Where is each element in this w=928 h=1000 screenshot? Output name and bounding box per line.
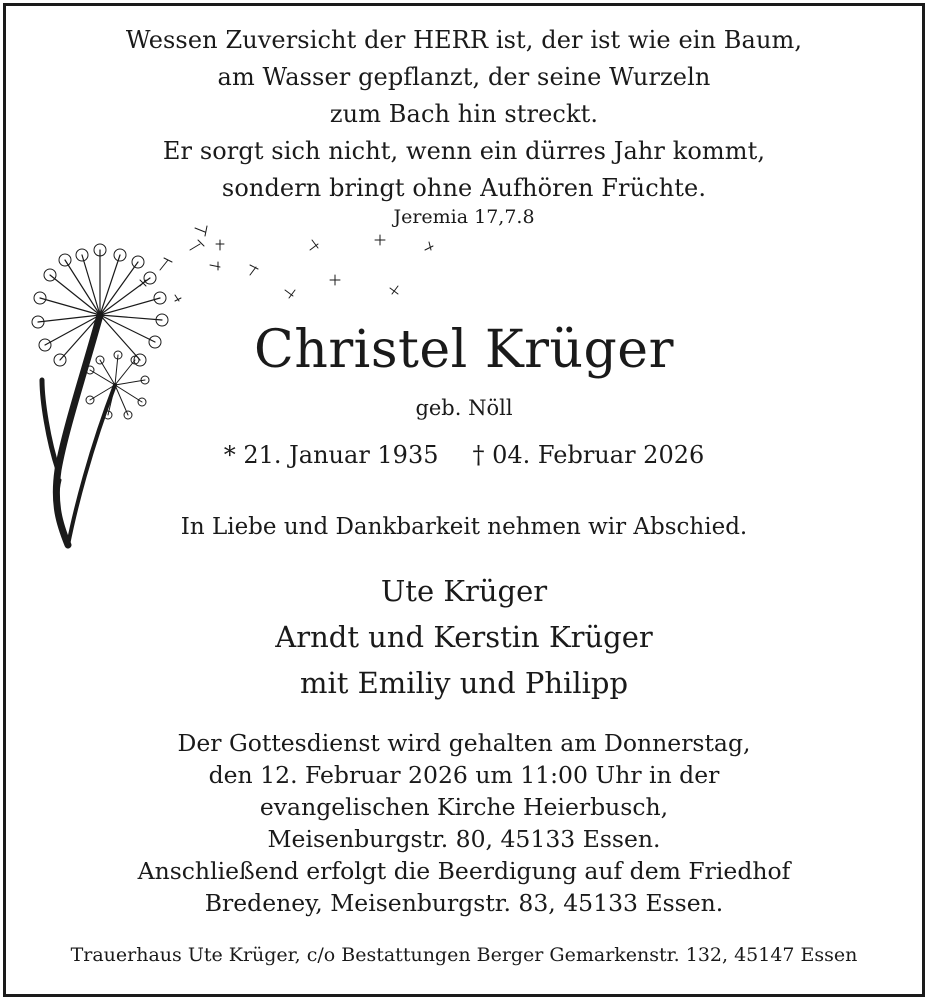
verse-line: am Wasser gepflanzt, der seine Wurzeln [217, 63, 711, 91]
service-line: Bredeney, Meisenburgstr. 83, 45133 Essen. [204, 889, 724, 917]
service-line: Anschließend erfolgt die Beerdigung auf dem Friedhof [137, 857, 791, 885]
service-line: Meisenburgstr. 80, 45133 Essen. [267, 825, 661, 853]
deceased-name: Christel Krüger [254, 320, 674, 380]
footer-address: Trauerhaus Ute Krüger, c/o Bestattungen Berger Gemarkenstr. 132, 45147 Essen [70, 944, 858, 966]
verse-line: Wessen Zuversicht der HERR ist, der ist wie ein Baum, [125, 26, 803, 54]
birth-name: geb. Nöll [415, 396, 513, 420]
service-line: evangelischen Kirche Heierbusch, [259, 793, 669, 821]
verse-line: sondern bringt ohne Aufhören Früchte. [221, 174, 707, 202]
farewell-text: In Liebe und Dankbarkeit nehmen wir Abschied. [180, 514, 748, 540]
verse-reference: Jeremia 17,7.8 [393, 206, 535, 228]
service-line: Der Gottesdienst wird gehalten am Donnerstag, [177, 729, 751, 757]
family-line: Ute Krüger [380, 574, 548, 608]
family-line: mit Emiliy und Philipp [299, 666, 629, 700]
death-date: † 04. Februar 2026 [472, 441, 705, 469]
verse-line: zum Bach hin streckt. [329, 100, 599, 128]
verse-line: Er sorgt sich nicht, wenn ein dürres Jahr kommt, [162, 137, 766, 165]
life-dates [0, 441, 928, 469]
dandelion-icon [20, 220, 440, 560]
family-line: Arndt und Kerstin Krüger [275, 620, 653, 654]
birth-date: * 21. Januar 1935 [223, 441, 439, 469]
service-line: den 12. Februar 2026 um 11:00 Uhr in der [208, 761, 720, 789]
